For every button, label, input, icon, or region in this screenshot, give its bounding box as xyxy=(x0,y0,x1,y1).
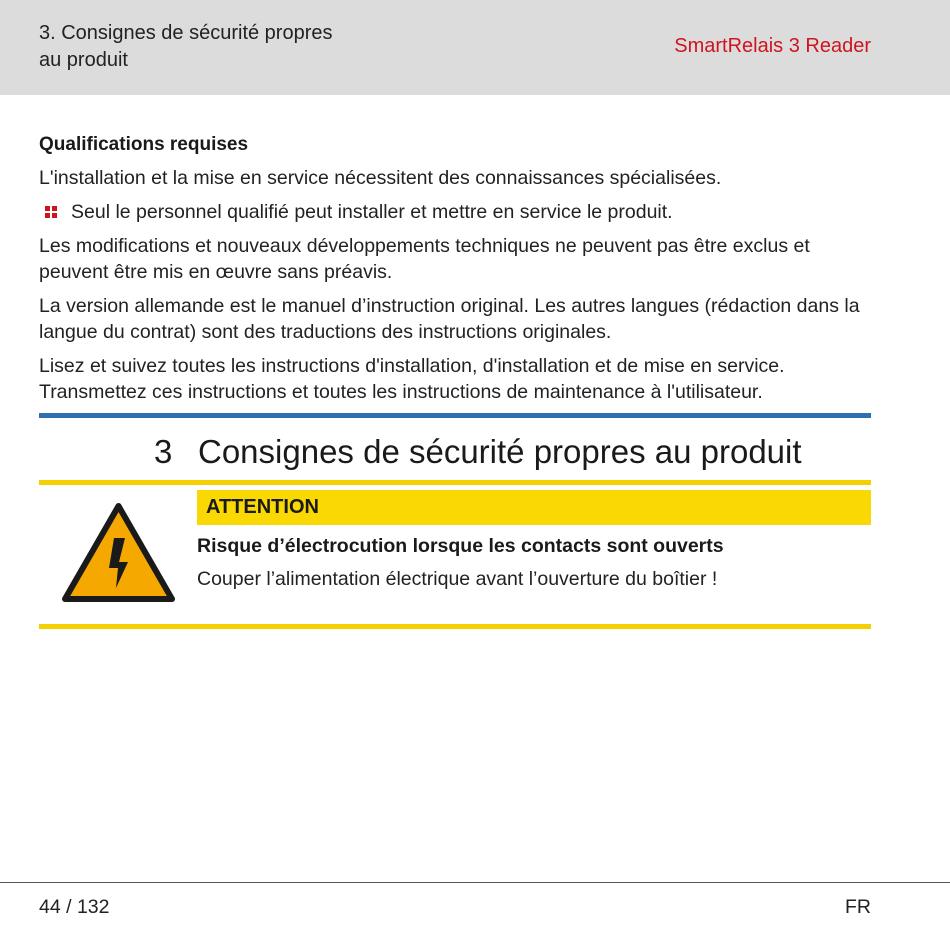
qualifications-heading: Qualifications requises xyxy=(39,134,249,155)
risk-title: Risque d’électrocution lorsque les contacts sont ouverts xyxy=(197,535,724,557)
instructions-text: Lisez et suivez toutes les instructions d'installation, d'installation et de mise en service. Transmettez ces instructions et toutes les instructions de maintenance à l'utilisateur. xyxy=(39,355,785,403)
page-number: 44 / 132 xyxy=(39,896,110,918)
red-square-bullet-icon xyxy=(39,199,71,225)
risk-text: Couper l’alimentation électrique avant l’ouverture du boîtier ! xyxy=(197,568,718,590)
qualifications-text: L'installation et la mise en service nécessitent des connaissances spécialisées. xyxy=(39,167,722,189)
product-name: SmartRelais 3 Reader xyxy=(674,35,871,57)
chapter-title-line2: au produit xyxy=(39,49,128,71)
warning-bottom-rule xyxy=(39,624,871,629)
list-item xyxy=(39,199,871,225)
attention-label: ATTENTION xyxy=(206,496,319,518)
section-number: 3 xyxy=(154,433,173,470)
main-content xyxy=(39,132,871,413)
chapter-title-line1: 3. Consignes de sécurité propres xyxy=(39,22,333,44)
electric-shock-warning-icon xyxy=(61,502,176,604)
attention-bar xyxy=(197,490,871,525)
footer-divider xyxy=(0,882,950,883)
section-heading xyxy=(39,430,871,474)
bullet-text: Seul le personnel qualifié peut installer et mettre en service le produit. xyxy=(71,201,673,223)
section-divider xyxy=(39,413,871,418)
language-code: FR xyxy=(845,896,871,918)
version-text: La version allemande est le manuel d’instruction original. Les autres langues (rédaction dans la langue du contrat) sont des traductions des instructions originales. xyxy=(39,295,860,343)
page-header xyxy=(0,0,950,95)
modifications-text: Les modifications et nouveaux développements techniques ne peuvent pas être exclus et peuvent être mis en œuvre sans préavis. xyxy=(39,235,810,283)
section-title: Consignes de sécurité propres au produit xyxy=(198,433,802,470)
warning-top-rule xyxy=(39,480,871,485)
chapter-title xyxy=(39,20,369,74)
